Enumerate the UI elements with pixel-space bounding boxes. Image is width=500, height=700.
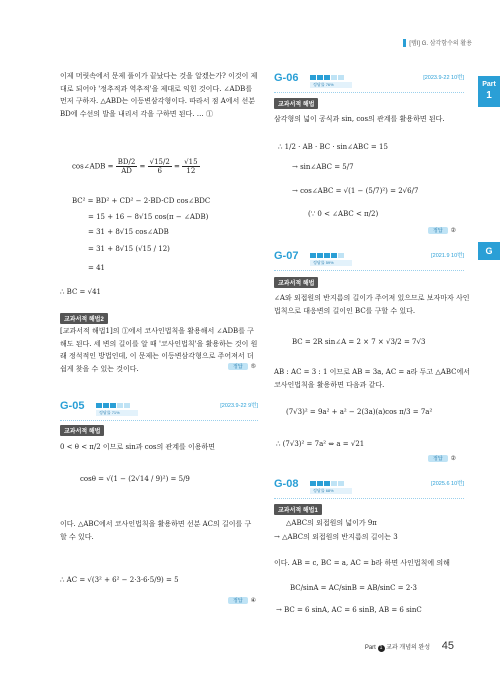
g05-para-2: 이다. △ABC에서 코사인법칙을 활용하면 선분 AC의 길이를 구할 수 있다. [60,520,252,541]
g07-eq-1: BC = 2R sin∠A = 2 × 7 × √3/2 = 7√3 [292,338,426,346]
g07-eq-2: (7√3)² = 9a² + a² − 2(3a)(a)cos π/3 = 7a² [286,408,433,416]
question-header-g07: G-07 정답률 59% [2021.9 10번] [274,250,464,272]
difficulty-blocks [96,402,131,410]
part-tab: Part 1 [478,76,500,107]
g05-result: ∴ AC = √(3² + 6² − 2·3·6·5/9) = 5 [60,576,179,584]
header-bar-icon [403,39,406,47]
g06-eq-3: → cos∠ABC = √(1 − (5/7)²) = 2√6/7 [292,187,419,195]
g08-eq-1: BC/sinA = AC/sinB = AB/sinC = 2·3 [290,584,417,592]
eq-line-5: = 41 [88,264,105,272]
answer-3: 정답 ② [428,227,456,234]
g06-eq-4: (∵ 0 < ∠ABC < π/2) [308,210,379,218]
g05-para-1: 0 < θ < π/2 이므로 sin과 cos의 관계를 이용하면 [60,443,216,451]
g06-eq-2: → sin∠ABC = 5/7 [292,163,354,171]
page-footer: Part 1 교과 개념의 완성 45 [364,640,454,652]
para-2: [교과서적 해법1]의 ①에서 코사인법칙을 활용해서 ∠ADB를 구해도 된다. 세 변의 길이를 알 때 '코사인법칙'을 활용하는 것이 원래 정석적인 방법인데, 이 문제는 이등변삼각형으로 주어져서 더 쉽게 찾을 수 있는 것이다. [60,327,258,373]
g07-para-2: AB : AC = 3 : 1 이므로 AB = 3a, AC = a라 두고 △ABC에서 코사인법칙을 활용하면 다음과 같다. [274,368,471,389]
running-header: [템I] G. 삼각함수의 활용 [403,38,472,47]
difficulty-blocks [310,252,345,260]
g07-para-1: ∠A와 외접원의 반지름의 길이가 주어져 있으므로 보자마자 사인법칙으로 대응변의 길이인 BC를 구할 수 있다. [274,294,470,315]
g06-badge: 교과서적 해법 [274,98,318,109]
eq-line-1: BC² = BD² + CD² − 2·BD·CD cos∠BDC [72,197,211,205]
method-badge-3: 교과서적 해법 [60,425,104,436]
g07-badge: 교과서적 해법 [274,277,318,288]
g08-para-2: → △ABC의 외접원의 반지름의 길이는 3 [274,533,398,541]
answer-2: 정답 ④ [228,597,256,604]
g05-cos-eq: cosθ = √(1 − (2√14 / 9)²) = 5/9 [80,475,190,483]
g06-eq-1: ∴ 1/2 · AB · BC · sin∠ABC = 15 [278,143,388,151]
eq-line-4: = 31 + 8√15 (√15 / 12) [88,245,170,253]
g08-para-3: 이다. AB = c, BC = a, AC = b라 하면 사인법칙에 의해 [274,559,450,567]
method-badge-2: 교과서적 해법2 [60,313,108,324]
g08-badge: 교과서적 해법1 [274,504,322,515]
g06-para: 삼각형의 넓이 공식과 sin, cos의 관계를 활용하면 된다. [274,115,445,123]
intro-paragraph: 이제 머릿속에서 문제 풀이가 끝났다는 것을 알겠는가? 이것이 제대로 되어야 '정추적과 역추적'을 제대로 익힌 것이다. ∠ADB를 먼저 구하자. △ABD는 이등변삼각형이다. 따라서 점 A에서 선분 BD에 수선의 발을 내리서 각을 구하면 된다. … ① [60,72,258,118]
section-tab: G [478,242,500,260]
g08-para-1: △ABC의 외접원의 넓이가 9π [286,519,377,527]
question-header-g08: G-08 정답률 68% [2025.6 10번] [274,478,464,500]
difficulty-blocks [310,480,345,488]
page-number: 45 [441,640,454,652]
answer-1: 정답 ⑤ [228,363,256,370]
question-header-g05: G-05 정답률 71% [2023.9-22 9번] [60,400,258,422]
left-column [60,70,258,120]
result-line: ∴ BC = √41 [60,288,101,296]
eq-line-3: = 31 + 8√15 cos∠ADB [88,228,169,236]
question-header-g06: G-06 정답률 76% [2023.9-22 10번] [274,72,464,94]
answer-4: 정답 ② [428,455,456,462]
difficulty-blocks [310,74,345,82]
g08-eq-2: → BC = 6 sinA, AC = 6 sinB, AB = 6 sinC [276,606,422,614]
cos-equation: cos∠ADB = $\frac{BD/2}{AD}$ = $\frac{√15/2}{6}$ = $\frac{√15}{12}$ [72,158,198,175]
g07-eq-3: ∴ (7√3)² = 7a² ⇔ a = √21 [276,440,365,448]
eq-line-2: = 15 + 16 − 8√15 cos(π − ∠ADB) [88,213,209,221]
